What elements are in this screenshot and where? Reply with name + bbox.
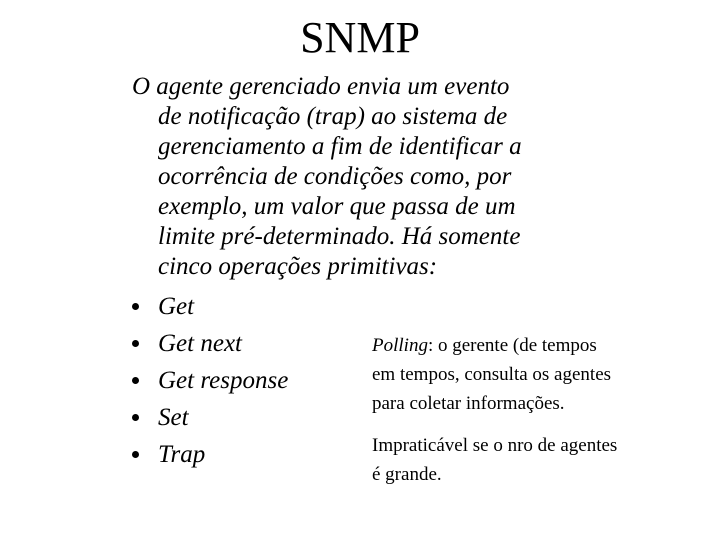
impracticable-note <box>372 431 692 489</box>
operation-label: Get <box>158 293 195 320</box>
intro-line: cinco operações primitivas: <box>158 253 438 280</box>
bullet-icon <box>132 414 139 421</box>
intro-line: limite pré-determinado. Há somente <box>158 223 521 250</box>
bullet-icon <box>132 451 139 458</box>
polling-note-line: em tempos, consulta os agentes <box>372 364 612 385</box>
polling-note-line: para coletar informações. <box>372 393 565 414</box>
slide-title: SNMP <box>300 13 420 62</box>
impracticable-note-line: Impraticável se o nro de agentes <box>372 435 618 456</box>
intro-line: ocorrência de condições como, por <box>158 163 512 190</box>
intro-line: gerenciamento a fim de identificar a <box>158 133 522 160</box>
bullet-icon <box>132 377 139 384</box>
polling-note <box>372 331 692 418</box>
intro-line: exemplo, um valor que passa de um <box>158 193 516 220</box>
bullet-icon <box>132 340 139 347</box>
intro-line: O agente gerenciado envia um evento <box>132 73 510 100</box>
list-item <box>132 362 288 399</box>
list-item <box>132 288 288 325</box>
operation-label: Get response <box>158 367 289 394</box>
polling-term: Polling <box>372 335 428 356</box>
polling-note-line <box>372 331 692 360</box>
operation-label: Trap <box>158 441 206 468</box>
operation-label: Set <box>158 404 189 431</box>
bullet-icon <box>132 303 139 310</box>
list-item <box>132 436 288 473</box>
list-item <box>132 325 288 362</box>
operations-list <box>132 288 288 473</box>
impracticable-note-line: é grande. <box>372 464 442 485</box>
list-item <box>132 399 288 436</box>
operation-label: Get next <box>158 330 242 357</box>
intro-line: de notificação (trap) ao sistema de <box>158 103 508 130</box>
polling-note-text: : o gerente (de tempos <box>427 335 597 356</box>
intro-paragraph <box>132 72 592 282</box>
